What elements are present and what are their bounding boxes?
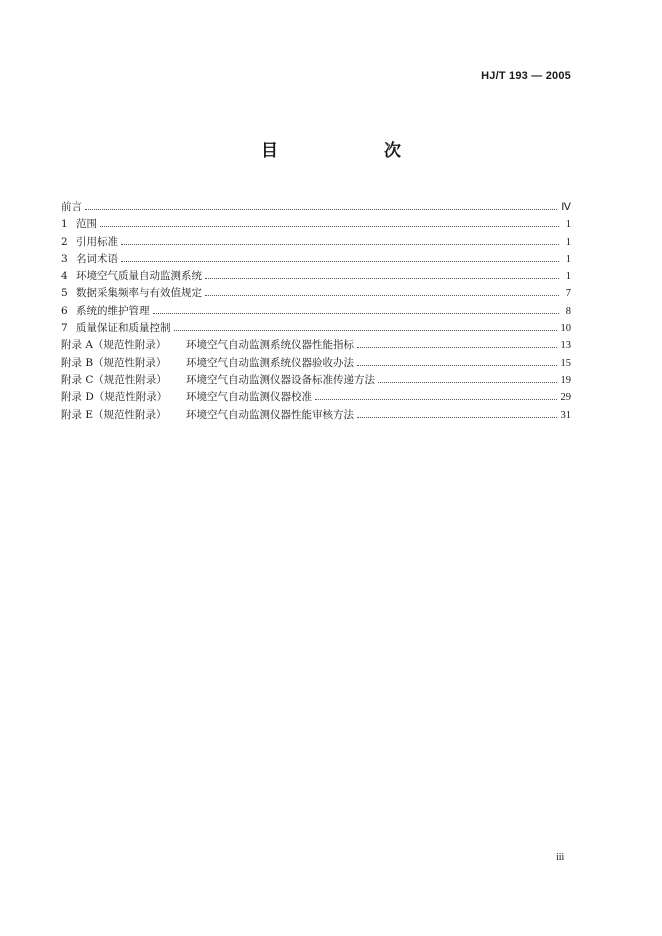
toc-entry-page: 29 [560,392,571,404]
toc-entry-number: 附录 E（规范性附录） [61,408,167,421]
toc-entry-4[interactable] [61,268,571,285]
toc-entry-2[interactable] [61,234,571,251]
toc-entry-appendix-d[interactable] [61,389,571,406]
dot-leader [85,209,557,210]
toc-entry-label: 质量保证和质量控制 [76,322,171,335]
toc-entry-page: 31 [560,409,571,421]
toc-entry-label: 系统的维护管理 [76,304,150,317]
toc-entry-page: 13 [560,340,571,352]
dot-leader [205,295,559,296]
toc-entry-number: 7 [61,322,68,335]
toc-entry-label: 环境空气自动监测仪器设备标准传递方法 [186,373,375,386]
toc-entry-number: 附录 A（规范性附录） [61,339,167,352]
toc-entry-number: 5 [61,287,68,300]
toc-entry-page: 1 [565,253,571,265]
toc-entry-label: 名词术语 [76,252,118,265]
toc-entry-number: 附录 D（规范性附录） [61,391,168,404]
toc-entry-label: 前言 [61,201,82,213]
table-of-contents [61,199,571,424]
toc-entry-label: 环境空气自动监测系统仪器性能指标 [186,339,354,352]
toc-entry-page: Ⅳ [561,202,571,213]
toc-entry-number: 2 [61,235,68,248]
page-number: iii [556,852,565,863]
dot-leader [153,313,560,314]
toc-entry-label: 环境空气自动监测系统仪器验收办法 [186,356,354,369]
toc-entry-label: 环境空气质量自动监测系统 [76,270,202,283]
dot-leader [378,382,557,383]
dot-leader [100,226,559,227]
toc-entry-number: 3 [61,252,68,265]
toc-entry-page: 1 [565,271,571,283]
toc-entry-appendix-a[interactable] [61,337,571,354]
toc-entry-page: 10 [560,323,571,335]
toc-entry-label: 环境空气自动监测仪器校准 [186,391,312,404]
toc-entry-number: 1 [61,218,68,231]
toc-entry-appendix-b[interactable] [61,355,571,372]
dot-leader [121,244,559,245]
toc-entry-appendix-e[interactable] [61,407,571,424]
toc-entry-number: 附录 C（规范性附录） [61,373,167,386]
dot-leader [121,261,559,262]
toc-entry-number: 4 [61,270,68,283]
toc-entry-page: 1 [565,219,571,231]
toc-entry-1[interactable] [61,216,571,233]
toc-entry-5[interactable] [61,285,571,302]
dot-leader [357,417,557,418]
dot-leader [357,347,557,348]
dot-leader [174,330,557,331]
toc-entry-number: 6 [61,304,68,317]
toc-entry-page: 8 [565,305,571,317]
dot-leader [357,365,557,366]
toc-entry-3[interactable] [61,251,571,268]
toc-entry-label: 引用标准 [76,235,118,248]
toc-entry-label: 环境空气自动监测仪器性能审核方法 [186,408,354,421]
toc-entry-label: 数据采集频率与有效值规定 [76,287,202,300]
toc-entry-preface[interactable] [61,199,571,216]
page-title: 目 次 [261,141,451,161]
toc-entry-page: 19 [560,374,571,386]
toc-entry-page: 15 [560,357,571,369]
dot-leader [315,399,557,400]
toc-entry-label: 范围 [76,218,97,231]
standard-code: HJ/T 193 — 2005 [481,70,571,82]
dot-leader [205,278,559,279]
toc-entry-page: 7 [565,288,571,300]
toc-entry-page: 1 [565,236,571,248]
toc-entry-6[interactable] [61,303,571,320]
toc-entry-7[interactable] [61,320,571,337]
toc-entry-appendix-c[interactable] [61,372,571,389]
toc-entry-number: 附录 B（规范性附录） [61,356,167,369]
